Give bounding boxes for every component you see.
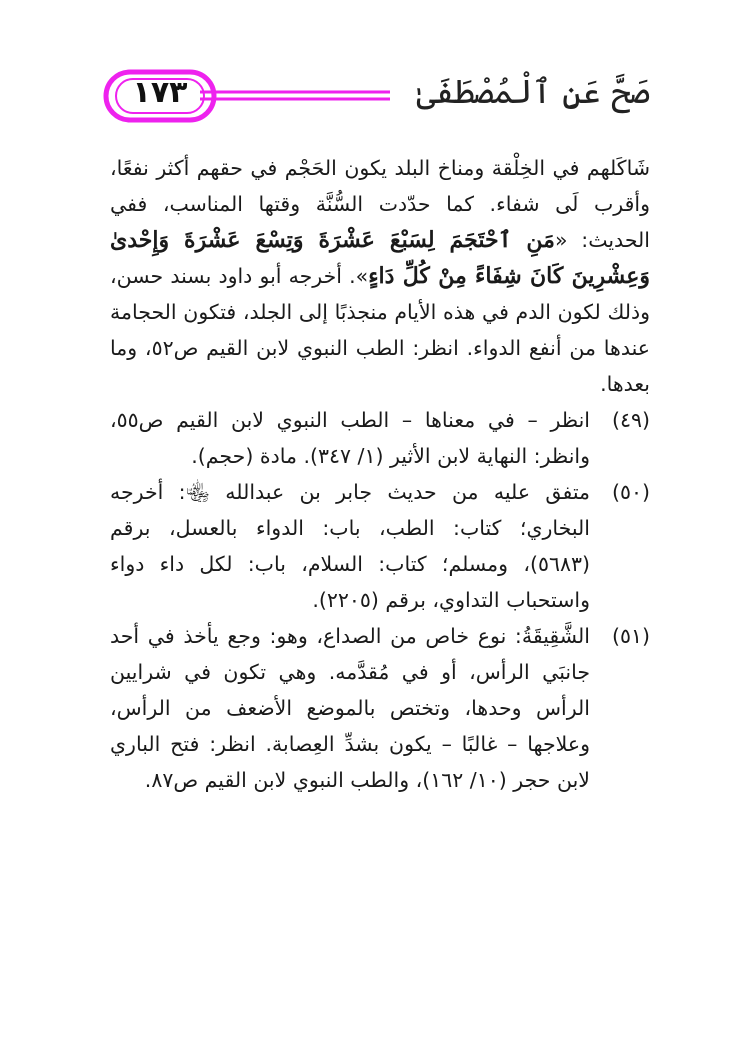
footnote-number: (٥٠) [611, 480, 650, 504]
intro-text-start: شَاكَلهم في الخِلْقة ومناخ البلد يكون الحَجْم في حقهم أكثر نفعًا، وأقرب لَى شفاء. كما حدّدت السُّنَّة وقتها المناسب، ففي الحديث: « [110, 156, 650, 252]
footnote-49 [110, 402, 650, 474]
header-ornament [0, 0, 744, 140]
footnote-50 [110, 474, 650, 618]
page-body [110, 150, 650, 798]
footnote-text: الشَّقِيقَةُ: نوع خاص من الصداع، وهو: وجع يأخذ في أحد جانبَي الرأس، أو في مُقدَّمه. وهي تكون في شرايين الرأس وحدها، وتختص بالموضع الأضعف من الرأس، وعلاجها – غالبًا – يكون بشدِّ العِصابة. انظر: فتح الباري لابن حجر (١٠/ ١٦٢)، والطب النبوي لابن القيم ص٨٧. [110, 624, 590, 792]
footnote-number: (٤٩) [611, 408, 650, 432]
intro-paragraph [110, 150, 650, 402]
intro-text-end: ». أخرجه أبو داود بسند حسن، وذلك لكون الدم في هذه الأيام منجذبًا إلى الجلد، فتكون الحجامة عندها من أنفع الدواء. انظر: الطب النبوي لابن القيم ص٥٢، وما بعدها. [110, 264, 650, 396]
page-number: ١٧٣ [132, 75, 188, 110]
hadith-quote: مَنِ ٱحْتَجَمَ لِسَبْعَ عَشْرَةَ وَتِسْعَ عَشْرَةَ وَإِحْدىٰ وَعِشْرِينَ كَانَ شِفَاءً مِنْ كُلِّ دَاءٍ [110, 227, 650, 289]
footnote-text: متفق عليه من حديث جابر بن عبدالله ﵄: أخرجه البخاري؛ كتاب: الطب، باب: الدواء بالعسل، برقم (٥٦٨٣)، ومسلم؛ كتاب: السلام، باب: لكل داء دواء واستحباب التداوي، برقم (٢٢٠٥). [110, 480, 590, 612]
running-title: صَحَّ عَنِ ٱلْمُصْطَفَىٰ [416, 72, 650, 111]
page-header [0, 0, 744, 140]
footnote-text: انظر – في معناها – الطب النبوي لابن القيم ص٥٥، وانظر: النهاية لابن الأثير (١/ ٣٤٧). مادة (حجم). [110, 408, 590, 468]
footnote-number: (٥١) [611, 624, 650, 648]
footnote-51 [110, 618, 650, 798]
